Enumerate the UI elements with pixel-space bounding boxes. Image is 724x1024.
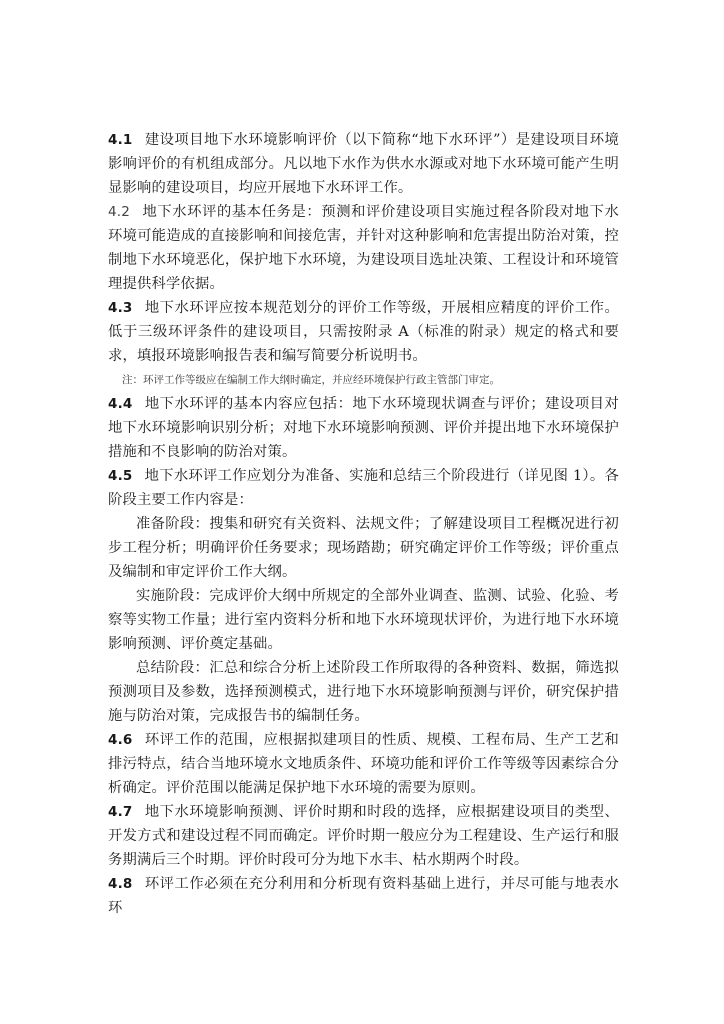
clause-text: 建设项目地下水环境影响评价（以下简称“地下水环评”）是建设项目环境影响评价的有机组成部分。凡以地下水作为供水水源或对地下水环境可能产生明显影响的建设项目，均应开展地下水环评工作。 [108,132,619,196]
clause-text: 地下水环评应按本规范划分的评价工作等级，开展相应精度的评价工作。低于三级环评条件的建设项目，只需按附录 A（标准的附录）规定的格式和要求，填报环境影响报告表和编写简要分析说明书。 [108,300,619,364]
stage-summary: 总结阶段：汇总和综合分析上述阶段工作所取得的各种资料、数据，筛选拟预测项目及参数，选择预测模式，进行地下水环境影响预测与评价，研究保护措施与防治对策，完成报告书的编制任务。 [108,660,619,724]
stage-implementation: 实施阶段：完成评价大纲中所规定的全部外业调查、监测、试验、化验、考察等实物工作量；进行室内资料分析和地下水环境现状评价，为进行地下水环境影响预测、评价奠定基础。 [108,588,619,652]
document-page [108,128,619,920]
clause-number: 4.1 [108,132,133,148]
clause-4-4 [108,392,619,464]
clause-number: 4.5 [108,468,133,484]
clause-4-3 [108,296,619,368]
clause-number: 4.6 [108,732,133,748]
clause-number: 4.7 [108,804,133,820]
clause-4-6 [108,728,619,800]
clause-4-8 [108,872,619,920]
clause-text: 地下水环评的基本任务是：预测和评价建设项目实施过程各阶段对地下水环境可能造成的直接影响和间接危害，并针对这种影响和危害提出防治对策，控制地下水环境恶化，保护地下水环境，为建设项目选址决策、工程设计和环境管理提供科学依据。 [108,204,619,292]
clause-text: 环评工作必须在充分利用和分析现有资料基础上进行，并尽可能与地表水环 [108,876,619,916]
clause-text: 地下水环境影响预测、评价时期和时段的选择，应根据建设项目的类型、开发方式和建设过程不同而确定。评价时期一般应分为工程建设、生产运行和服务期满后三个时期。评价时段可分为地下水丰、枯水期两个时段。 [108,804,619,868]
clause-number: 4.4 [108,396,133,412]
clause-4-5 [108,464,619,512]
clause-4-7 [108,800,619,872]
stage-preparation: 准备阶段：搜集和研究有关资料、法规文件；了解建设项目工程概况进行初步工程分析；明确评价任务要求；现场踏勘；研究确定评价工作等级；评价重点及编制和审定评价工作大纲。 [108,516,619,580]
clause-note: 注：环评工作等级应在编制工作大纲时确定，并应经环境保护行政主管部门审定。 [122,374,500,386]
clause-4-1 [108,128,619,200]
clause-4-2 [108,200,619,296]
clause-number: 4.2 [108,204,131,220]
clause-number: 4.8 [108,876,133,892]
clause-text: 环评工作的范围，应根据拟建项目的性质、规模、工程布局、生产工艺和排污特点，结合当地环境水文地质条件、环境功能和评价工作等级等因素综合分析确定。评价范围以能满足保护地下水环境的需要为原则。 [108,732,619,796]
clause-text: 地下水环评的基本内容应包括：地下水环境现状调查与评价；建设项目对地下水环境影响识别分析；对地下水环境影响预测、评价并提出地下水环境保护措施和不良影响的防治对策。 [108,396,619,460]
clause-text: 地下水环评工作应划分为准备、实施和总结三个阶段进行（详见图 1）。各阶段主要工作内容是： [108,468,619,508]
clause-number: 4.3 [108,300,133,316]
